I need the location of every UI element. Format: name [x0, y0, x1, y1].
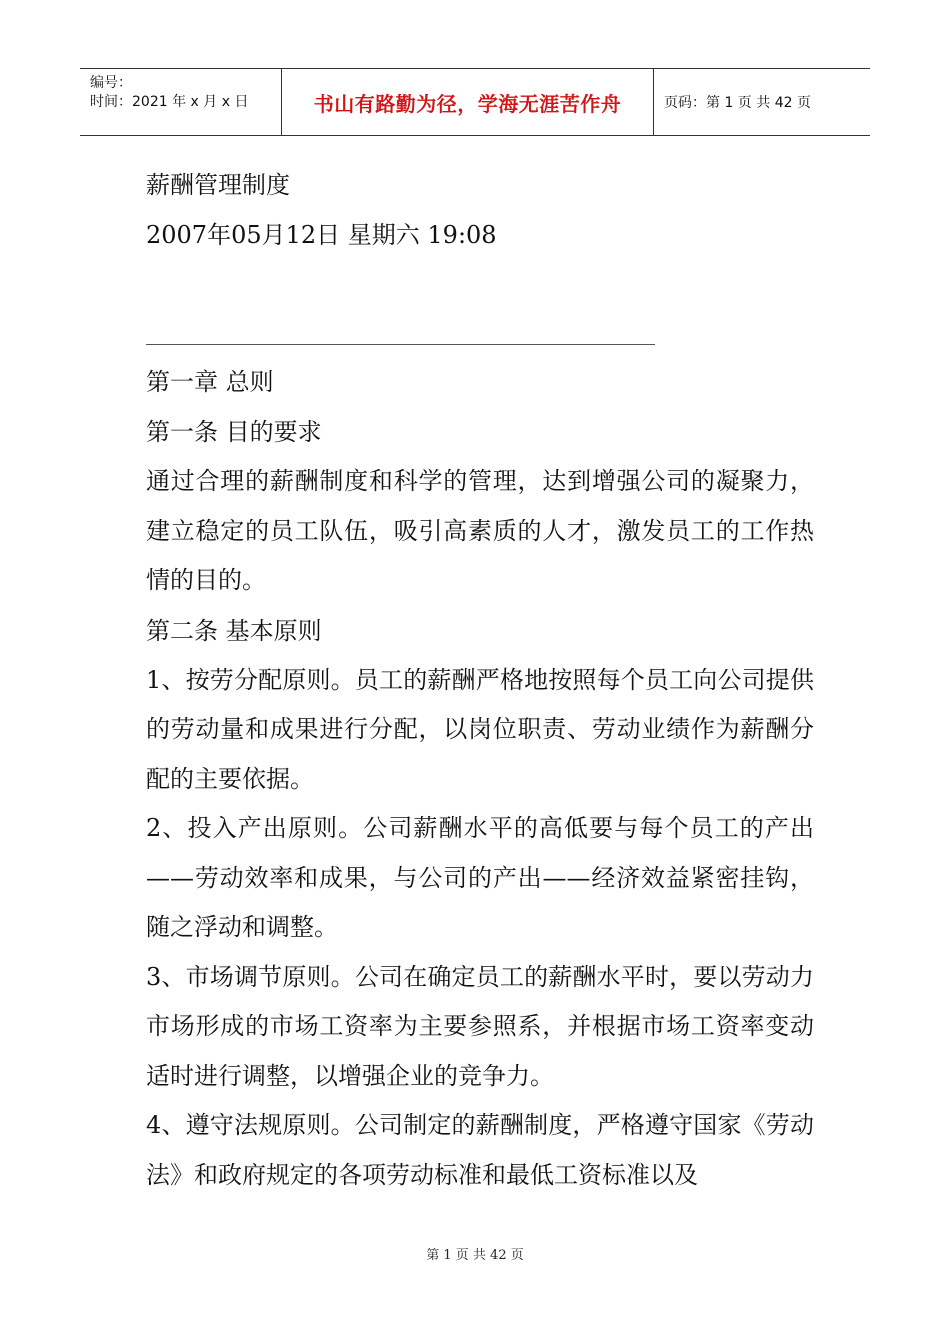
header-page-number: 页码：第 1 页 共 42 页: [664, 95, 811, 111]
document-datetime: 2007年05月12日 星期六 19:08: [146, 221, 497, 249]
doc-number-label: 编号：: [90, 75, 132, 91]
document-title: 薪酬管理制度: [146, 171, 290, 199]
article-heading: 第二条 基本原则: [146, 616, 322, 645]
spacer: [146, 260, 814, 334]
page-header: [80, 68, 870, 136]
article-heading: 第一条 目的要求: [146, 418, 322, 446]
article-paragraph: 通过合理的薪酬制度和科学的管理，达到增强公司的凝聚力，建立稳定的员工队伍，吸引高素质的人才，激发员工的工作热情的目的。: [146, 467, 814, 594]
principle-paragraph: 4、遵守法规原则。公司制定的薪酬制度，严格遵守国家《劳动法》和政府规定的各项劳动标准和最低工资标准以及: [146, 1111, 814, 1189]
page-footer: 第 1 页 共 42 页: [426, 1248, 524, 1263]
principle-paragraph: 2、投入产出原则。公司薪酬水平的高低要与每个员工的产出——劳动效率和成果，与公司的产出——经济效益紧密挂钩，随之浮动和调整。: [146, 814, 814, 941]
doc-date-label: 时间：2021 年 x 月 x 日: [90, 94, 249, 110]
header-meta-cell: [80, 69, 282, 135]
divider: [146, 344, 655, 345]
principle-paragraph: 1、按劳分配原则。员工的薪酬严格地按照每个员工向公司提供的劳动量和成果进行分配，以岗位职责、劳动业绩作为薪酬分配的主要依据。: [146, 665, 814, 793]
document-body: [146, 160, 814, 1200]
principle-paragraph: 3、市场调节原则。公司在确定员工的薪酬水平时，要以劳动力市场形成的市场工资率为主要参照系，并根据市场工资率变动适时进行调整，以增强企业的竞争力。: [146, 962, 814, 1090]
chapter-heading: 第一章 总则: [146, 368, 274, 396]
header-motto: 书山有路勤为径，学海无涯苦作舟: [282, 69, 654, 135]
